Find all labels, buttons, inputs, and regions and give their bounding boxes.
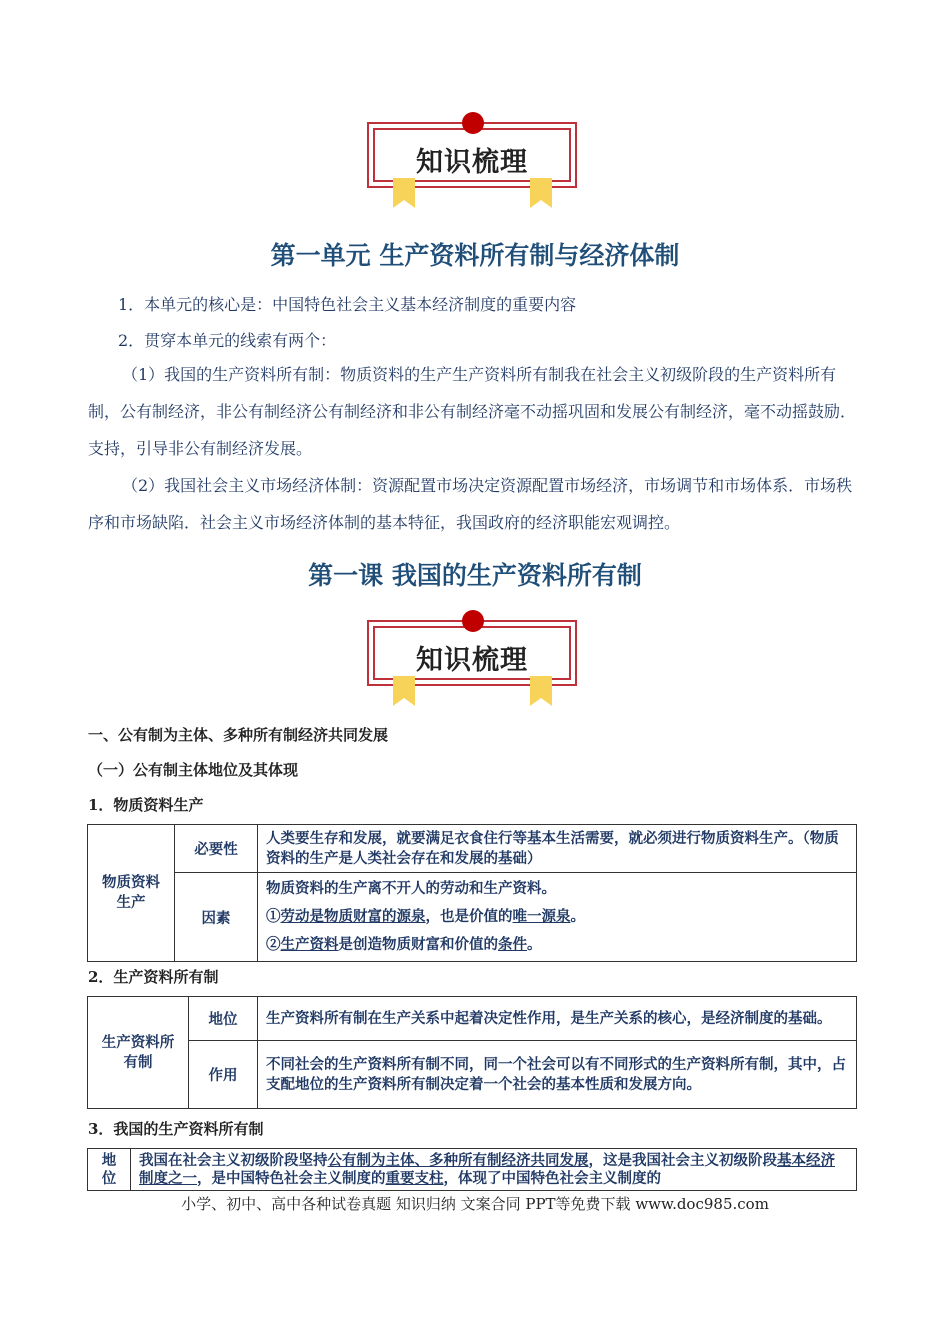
unit-point-1: 1．本单元的核心是：中国特色社会主义基本经济制度的重要内容 <box>118 295 577 314</box>
table-row-head: 生产资料所有制 <box>88 997 189 1109</box>
ribbon-left-icon <box>393 676 415 706</box>
status-text: 生产资料所有制在生产关系中起着决定性作用，是生产关系的核心，是经济制度的基础。 <box>258 997 857 1041</box>
label-status: 地位 <box>88 1149 131 1191</box>
knowledge-banner-lesson <box>367 620 579 710</box>
table-row-head: 物质资料生产 <box>88 825 175 962</box>
red-dot-icon <box>462 610 484 632</box>
banner-label: 知识梳理 <box>416 147 528 178</box>
banner-label: 知识梳理 <box>416 645 528 676</box>
unit-point-2: 2．贯穿本单元的线索有两个： <box>118 331 337 350</box>
section-heading-1: 一、公有制为主体、多种所有制经济共同发展 <box>88 726 389 744</box>
ribbon-right-icon <box>530 676 552 706</box>
unit-title: 第一单元 生产资料所有制与经济体制 <box>270 241 680 270</box>
item-heading-china-ownership: 3．我国的生产资料所有制 <box>88 1120 264 1138</box>
factors-line-2: ①劳动是物质财富的源泉，也是价值的唯一源泉。 <box>266 908 585 925</box>
china-ownership-table <box>87 1148 857 1191</box>
ownership-table <box>87 996 857 1109</box>
factors-cell <box>258 873 857 962</box>
unit-point-4: （2）我国社会主义市场经济体制：资源配置市场决定资源配置市场经济，市场调节和市场体系．市场秩序和市场缺陷．社会主义市场经济体制的基本特征，我国政府的经济职能宏观调控。 <box>88 476 853 532</box>
factors-line-1: 物质资料的生产离不开人的劳动和生产资料。 <box>266 880 556 897</box>
material-production-table <box>87 824 857 962</box>
item-heading-ownership: 2．生产资料所有制 <box>88 968 219 986</box>
lesson-title: 第一课 我国的生产资料所有制 <box>308 561 642 590</box>
label-role: 作用 <box>189 1041 258 1109</box>
label-status: 地位 <box>189 997 258 1041</box>
ribbon-right-icon <box>530 178 552 208</box>
red-dot-icon <box>462 112 484 134</box>
necessity-text: 人类要生存和发展，就要满足衣食住行等基本生活需要，就必须进行物质资料生产。（物质资料的生产是人类社会存在和发展的基础） <box>258 825 857 873</box>
china-status-text: 我国在社会主义初级阶段坚持公有制为主体、多种所有制经济共同发展，这是我国社会主义初级阶段基本经济制度之一，是中国特色社会主义制度的重要支柱，体现了中国特色社会主义制度的 <box>131 1149 857 1191</box>
ribbon-left-icon <box>393 178 415 208</box>
label-necessity: 必要性 <box>175 825 258 873</box>
unit-point-3: （1）我国的生产资料所有制：物质资料的生产生产资料所有制我在社会主义初级阶段的生产资料所有制，公有制经济，非公有制经济公有制经济和非公有制经济毫不动摇巩固和发展公有制经济，毫不动摇鼓励．支持，引导非公有制经济发展。 <box>88 365 857 458</box>
item-heading-material-production: 1．物质资料生产 <box>88 796 204 814</box>
role-text: 不同社会的生产资料所有制不同，同一个社会可以有不同形式的生产资料所有制，其中，占支配地位的生产资料所有制决定着一个社会的基本性质和发展方向。 <box>258 1041 857 1109</box>
page-footer: 小学、初中、高中各种试卷真题 知识归纳 文案合同 PPT等免费下载 www.doc985.com <box>181 1195 769 1213</box>
knowledge-banner-top <box>367 122 579 212</box>
label-factors: 因素 <box>175 873 258 962</box>
subsection-heading: （一）公有制主体地位及其体现 <box>88 761 299 779</box>
factors-line-3: ②生产资料是创造物质财富和价值的条件。 <box>266 936 542 953</box>
